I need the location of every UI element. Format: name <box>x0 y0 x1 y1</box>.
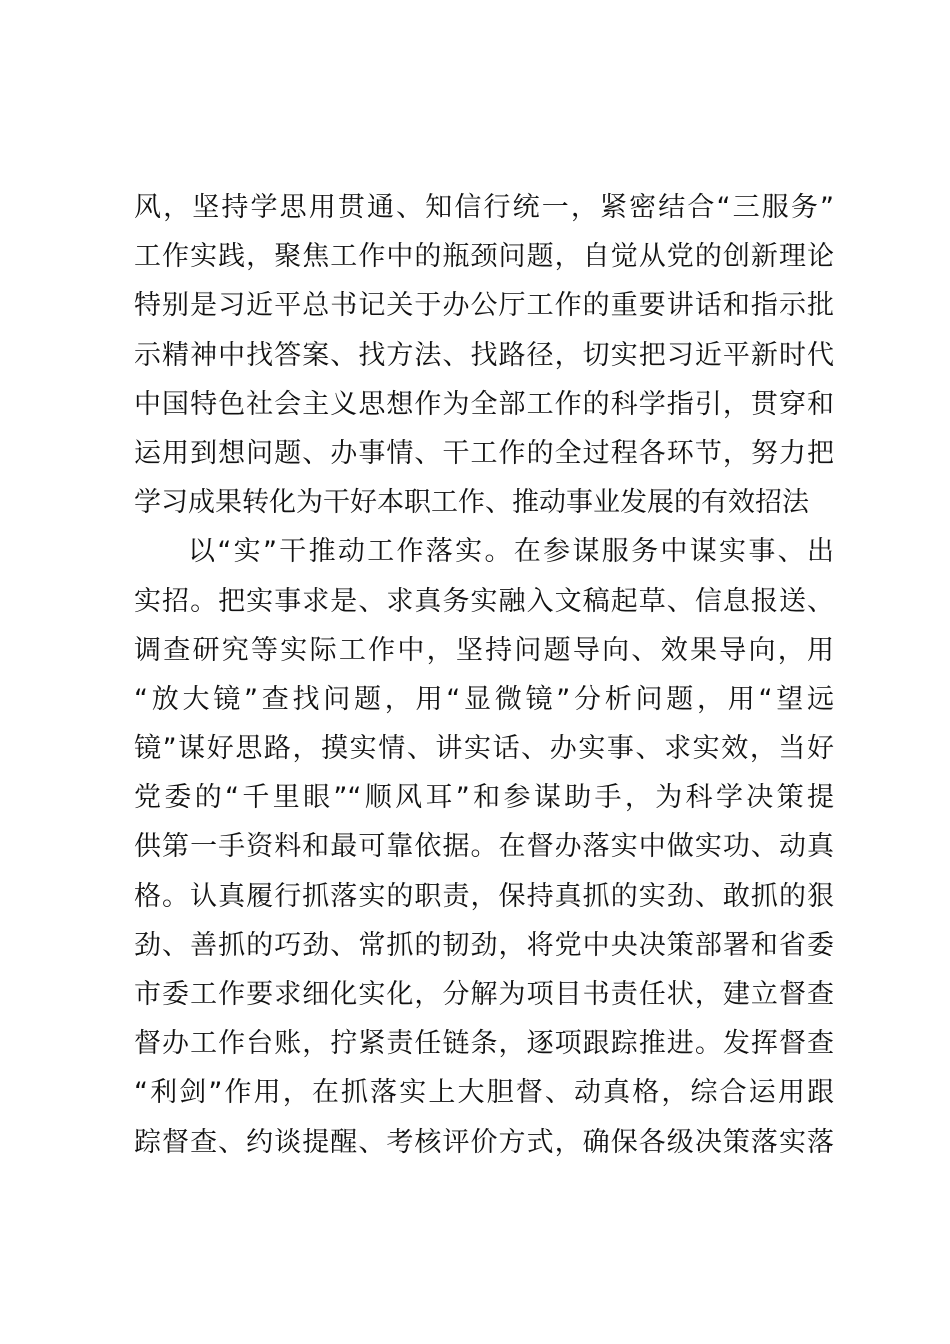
text-line: 运用到想问题、办事情、干工作的全过程各环节，努力把 <box>134 437 834 469</box>
paragraph-start-line: 以“实”干推动工作落实。在参谋服务中谋实事、出 <box>188 536 834 568</box>
text-line: 学习成果转化为干好本职工作、推动事业发展的有效招法 <box>134 487 809 519</box>
text-line: 镜”谋好思路，摸实情、讲实话、办实事、求实效，当好 <box>134 733 834 765</box>
text-line: 督办工作台账，拧紧责任链条，逐项跟踪推进。发挥督查 <box>134 1028 834 1060</box>
text-line: 市委工作要求细化实化，分解为项目书责任状，建立督查 <box>134 979 834 1010</box>
text-line: 党委的“千里眼”“顺风耳”和参谋助手，为科学决策提 <box>134 782 834 814</box>
text-line: 特别是习近平总书记关于办公厅工作的重要讲话和指示批 <box>134 290 834 322</box>
text-line: 踪督查、约谈提醒、考核评价方式，确保各级决策落实落 <box>134 1126 834 1158</box>
text-line: 示精神中找答案、找方法、找路径，切实把习近平新时代 <box>134 339 834 371</box>
body-text <box>134 183 834 1167</box>
text-line: 调查研究等实际工作中，坚持问题导向、效果导向，用 <box>134 634 834 666</box>
text-line: 供第一手资料和最可靠依据。在督办落实中做实功、动真 <box>134 831 834 863</box>
text-line: “利剑”作用，在抓落实上大胆督、动真格，综合运用跟 <box>134 1077 834 1109</box>
text-line: 劲、善抓的巧劲、常抓的韧劲，将党中央决策部署和省委 <box>134 929 834 961</box>
text-line: “放大镜”查找问题，用“显微镜”分析问题，用“望远 <box>134 683 834 715</box>
text-line: 实招。把实事求是、求真务实融入文稿起草、信息报送、 <box>134 585 834 617</box>
text-line: 风，坚持学思用贯通、知信行统一，紧密结合“三服务” <box>134 192 834 223</box>
text-line: 中国特色社会主义思想作为全部工作的科学指引，贯穿和 <box>134 388 834 420</box>
text-line: 工作实践，聚焦工作中的瓶颈问题，自觉从党的创新理论 <box>134 241 834 273</box>
text-line: 格。认真履行抓落实的职责，保持真抓的实劲、敢抓的狠 <box>134 880 834 912</box>
